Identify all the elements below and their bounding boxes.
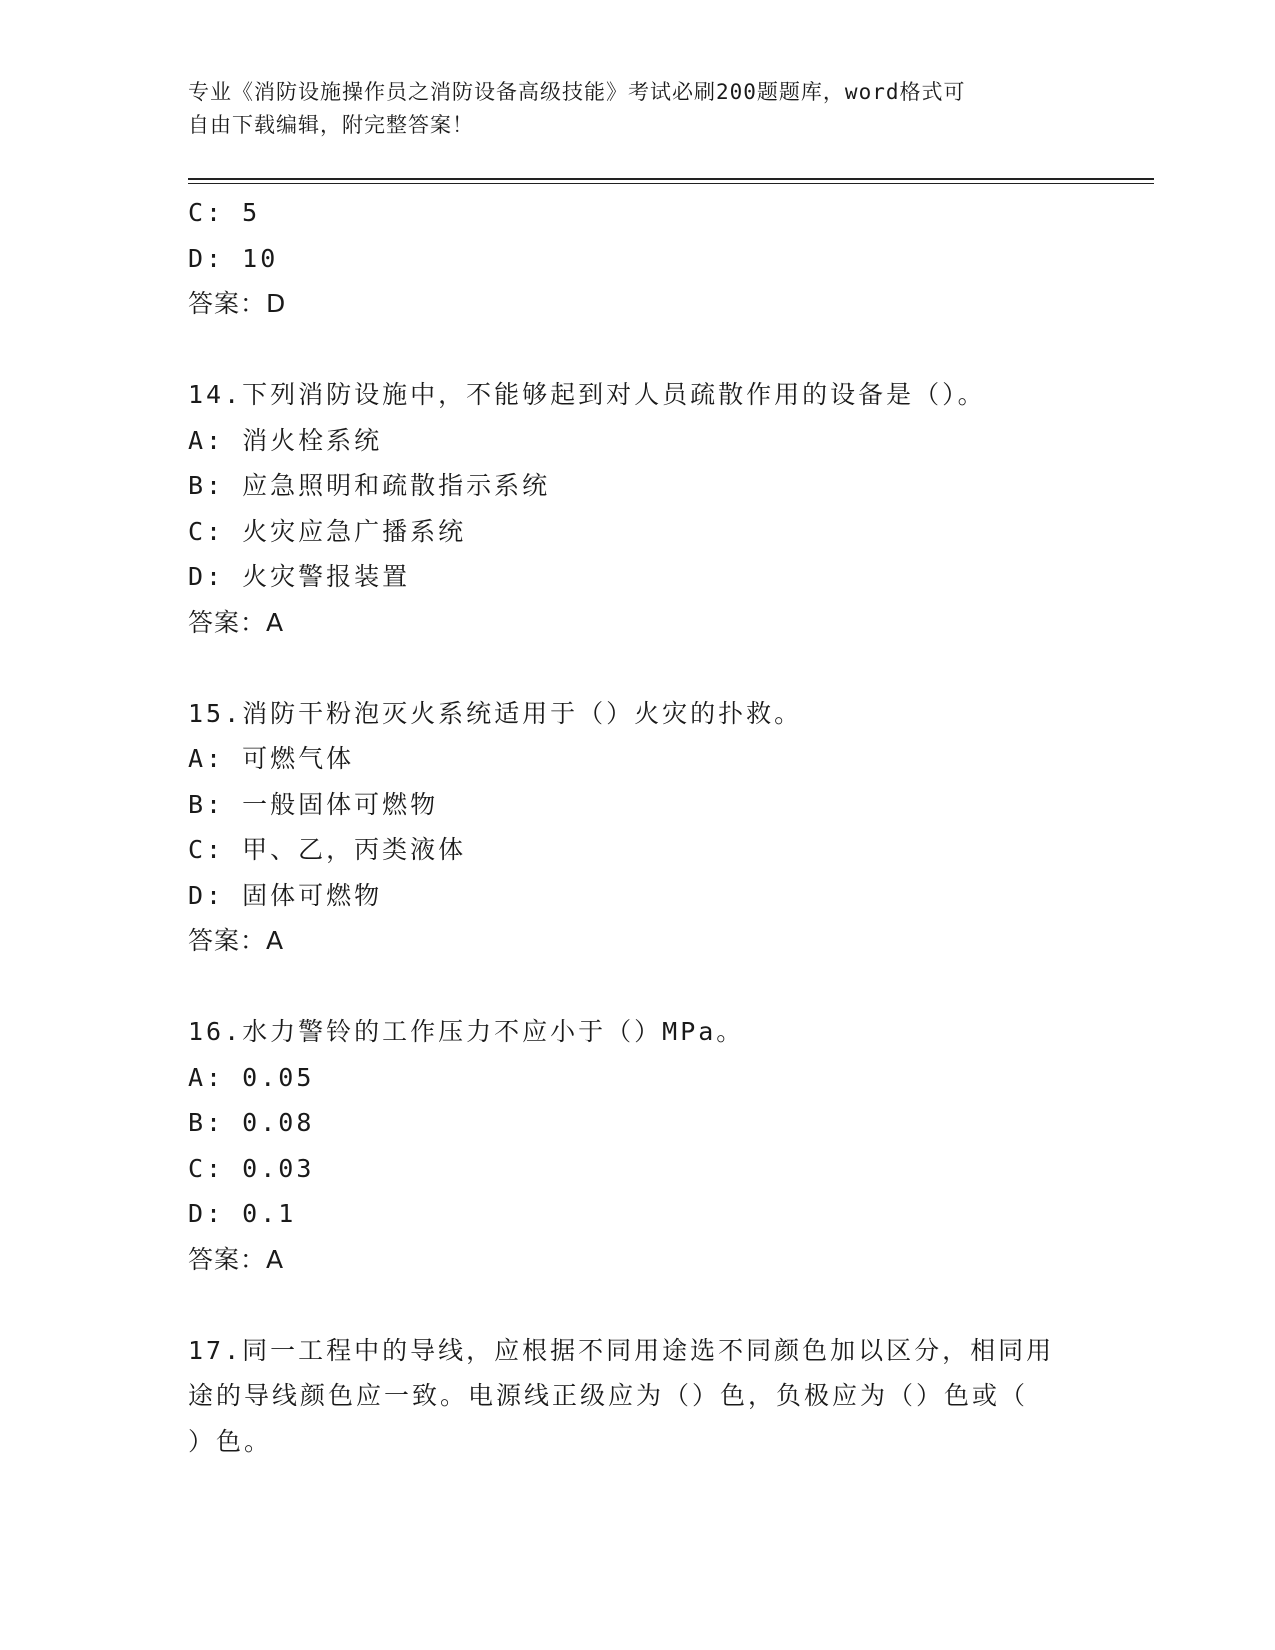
question-stem: 15.消防干粉泡灭火系统适用于（）火灾的扑救。 [188,698,803,728]
question-stem: 16.水力警铃的工作压力不应小于（）MPa。 [188,1017,745,1046]
option-label: C: [188,1153,225,1183]
option-text: 固体可燃物 [242,880,383,910]
option-label: C: [188,835,225,864]
option-label: D: [188,243,225,273]
option-c [188,827,1088,873]
spacer [188,327,1088,373]
option-d [188,236,1088,282]
option-d [188,554,1088,600]
option-c [188,509,1088,555]
option-label: D: [188,1199,225,1228]
option-label: C: [188,516,225,546]
option-label: D: [188,880,225,910]
option-text: 应急照明和疏散指示系统 [242,471,551,500]
spacer [188,645,1088,691]
header-line-1: 专业《消防设施操作员之消防设备高级技能》考试必刷200题题库，word格式可 [188,80,966,104]
answer-line: 答案：A [188,926,285,955]
option-label: C: [188,198,225,227]
option-text: 10 [242,243,279,273]
option-label: B: [188,1108,225,1137]
header-divider-thick [188,178,1154,180]
header-divider-thin [188,183,1154,184]
option-label: A: [188,425,225,455]
option-text: 火灾应急广播系统 [242,516,467,546]
option-b [188,463,1088,509]
question-content [188,190,1088,1464]
option-b [188,782,1088,828]
option-text: 0.08 [242,1108,315,1137]
header-line-2: 自由下载编辑，附完整答案！ [188,113,474,137]
option-a [188,1055,1088,1101]
option-label: B: [188,471,225,500]
answer-line: 答案：A [188,607,285,637]
question-stem: 14.下列消防设施中，不能够起到对人员疏散作用的设备是（）。 [188,380,986,409]
option-text: 0.1 [242,1199,297,1228]
question-stem-line-3: ）色。 [188,1426,273,1456]
option-text: 0.05 [242,1062,315,1092]
option-c [188,1146,1088,1192]
spacer [188,964,1088,1010]
option-text: 可燃气体 [242,744,355,773]
option-b [188,1100,1088,1146]
answer-line: 答案：A [188,1244,285,1274]
answer-line: 答案：D [188,289,287,318]
option-label: A: [188,744,225,773]
option-label: B: [188,789,225,819]
option-a [188,736,1088,782]
option-text: 一般固体可燃物 [242,789,439,819]
option-text: 甲、乙，丙类液体 [242,835,467,864]
document-header [188,76,1068,142]
option-a [188,418,1088,464]
option-d [188,1191,1088,1237]
option-text: 消火栓系统 [242,425,383,455]
option-label: D: [188,562,225,591]
question-stem-line-1: 17.同一工程中的导线，应根据不同用途选不同颜色加以区分，相同用 [188,1335,1055,1365]
option-text: 5 [242,198,261,227]
option-label: A: [188,1062,225,1092]
option-text: 0.03 [242,1153,315,1183]
option-c [188,190,1088,236]
option-d [188,873,1088,919]
option-text: 火灾警报装置 [242,562,411,591]
spacer [188,1282,1088,1328]
question-stem-line-2: 途的导线颜色应一致。电源线正级应为（）色，负极应为（）色或（ [188,1381,1029,1410]
